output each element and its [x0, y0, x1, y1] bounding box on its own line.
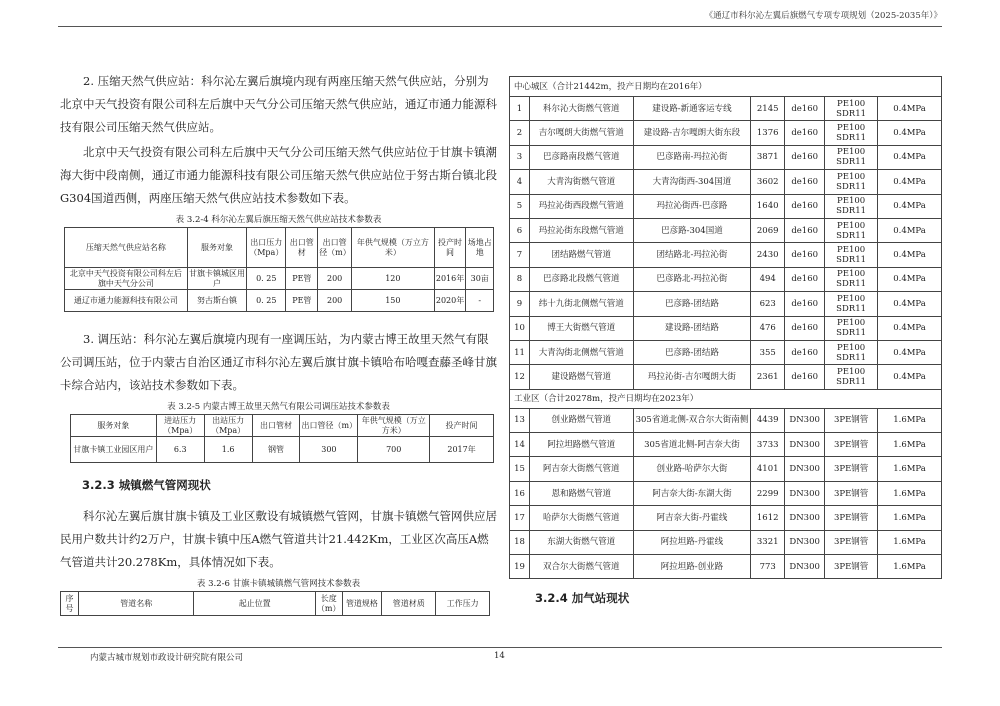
table-cell: 13: [510, 408, 530, 432]
table-cell: 巴彦路北-玛拉沁街: [633, 267, 751, 291]
table-cell: 2016年: [434, 268, 466, 290]
section-heading-3-2-3: 3.2.3 城镇燃气管网现状: [82, 478, 211, 492]
table-cell: 200: [318, 290, 352, 312]
table-cell: 1612: [751, 506, 785, 530]
table-cell: 2017年: [430, 437, 494, 463]
table-cell: DN300: [785, 530, 825, 554]
table-cell: 4439: [751, 408, 785, 432]
table-cell: 1.6: [204, 437, 252, 463]
table-cell: 0. 25: [247, 268, 286, 290]
table-cell: 1640: [751, 194, 785, 218]
table-cell: 1376: [751, 121, 785, 145]
table-cell: 0.4MPa: [878, 97, 942, 121]
table-row: [510, 457, 942, 481]
column-header: 出口管材: [286, 228, 318, 268]
table-cell: 阿拉坦路-创业路: [633, 555, 751, 579]
table-cell: 1.6MPa: [878, 530, 942, 554]
table-cell: 团结路燃气管道: [529, 243, 633, 267]
table-cell: PE100 SDR11: [825, 316, 878, 340]
table-cell: 努古斯台镇: [187, 290, 246, 312]
table-row: [510, 555, 942, 579]
table-cell: 773: [751, 555, 785, 579]
table-cell: 3PE钢管: [825, 506, 878, 530]
table-cell: PE100 SDR11: [825, 194, 878, 218]
table-cell: 1.6MPa: [878, 555, 942, 579]
table-cell: 3PE钢管: [825, 481, 878, 505]
table-cell: 1: [510, 97, 530, 121]
table-cell: DN300: [785, 433, 825, 457]
table-row: [510, 194, 942, 218]
table-cell: 2020年: [434, 290, 466, 312]
table-cell: 4: [510, 170, 530, 194]
table-cell: 0.4MPa: [878, 316, 942, 340]
table-cell: PE100 SDR11: [825, 145, 878, 169]
table-cell: 2361: [751, 365, 785, 389]
column-header: 出口管径（m）: [318, 228, 352, 268]
table-cell: 0.4MPa: [878, 145, 942, 169]
column-header: 序号: [61, 592, 79, 616]
table-caption-3-2-4: 表 3.2-4 科尔沁左翼后旗压缩天然气供应站技术参数表: [175, 215, 382, 225]
table-cell: DN300: [785, 457, 825, 481]
table-cell: 0.4MPa: [878, 218, 942, 242]
table-cell: 476: [751, 316, 785, 340]
column-header: 投产时间: [430, 415, 494, 437]
table-cell: 0.4MPa: [878, 194, 942, 218]
regulator-station-table: [70, 414, 494, 463]
table-cell: 3PE钢管: [825, 555, 878, 579]
table-cell: 3602: [751, 170, 785, 194]
table-cell: 0.4MPa: [878, 340, 942, 364]
footer-rule: [58, 647, 942, 648]
table-cell: 12: [510, 365, 530, 389]
table-cell: 0.4MPa: [878, 267, 942, 291]
left-column: [60, 70, 497, 616]
table-cell: 大青沟街北侧燃气管道: [529, 340, 633, 364]
table-cell: 团结路北-玛拉沁街: [633, 243, 751, 267]
table-cell: PE100 SDR11: [825, 170, 878, 194]
table-cell: 5: [510, 194, 530, 218]
table-cell: 巴彦路-304国道: [633, 218, 751, 242]
table-cell: PE100 SDR11: [825, 267, 878, 291]
table-cell: DN300: [785, 506, 825, 530]
table-cell: 创业路燃气管道: [529, 408, 633, 432]
column-header: 服务对象: [71, 415, 157, 437]
table-cell: 建设路-吉尔嘎朗大街东段: [633, 121, 751, 145]
table-cell: 创业路-哈萨尔大街: [633, 457, 751, 481]
table-cell: 18: [510, 530, 530, 554]
column-header: 场地占地: [466, 228, 494, 268]
table-cell: 钢管: [252, 437, 300, 463]
column-header: 起止位置: [194, 592, 315, 616]
table-cell: de160: [785, 121, 825, 145]
table-row: [510, 145, 942, 169]
table-row: [510, 97, 942, 121]
column-header: 出口管材: [252, 415, 300, 437]
table-cell: de160: [785, 170, 825, 194]
column-header: 长度（m）: [315, 592, 342, 616]
table-cell: 300: [300, 437, 358, 463]
table-cell: 东湖大街燃气管道: [529, 530, 633, 554]
table-cell: 15: [510, 457, 530, 481]
table-cell: 纬十九街北侧燃气管道: [529, 292, 633, 316]
table-row: [510, 170, 942, 194]
table-cell: 1.6MPa: [878, 506, 942, 530]
column-header: 年供气规模（万立方米）: [352, 228, 435, 268]
table-cell: PE100 SDR11: [825, 97, 878, 121]
table-cell: 建设路-团结路: [633, 316, 751, 340]
table-cell: 14: [510, 433, 530, 457]
table-cell: 8: [510, 267, 530, 291]
table-cell: 阿吉奈大街燃气管道: [529, 457, 633, 481]
table-cell: 恩和路燃气管道: [529, 481, 633, 505]
table-cell: 3733: [751, 433, 785, 457]
table-cell: 0.4MPa: [878, 121, 942, 145]
table-row: [510, 365, 942, 389]
table-cell: 120: [352, 268, 435, 290]
table-cell: 3PE钢管: [825, 457, 878, 481]
column-header: 年供气规模（万立方米）: [358, 415, 430, 437]
table-cell: 10: [510, 316, 530, 340]
gas-network-table-continued: [509, 76, 942, 579]
table-cell: 阿吉奈大街-丹霍线: [633, 506, 751, 530]
column-header: 出口压力（Mpa）: [247, 228, 286, 268]
footer-organization: 内蒙古城市规划市政设计研究院有限公司: [90, 653, 244, 663]
table-cell: de160: [785, 292, 825, 316]
table-cell: 1.6MPa: [878, 408, 942, 432]
table-cell: 通辽市通力能源科技有限公司: [65, 290, 188, 312]
table-cell: 玛拉沁街西段燃气管道: [529, 194, 633, 218]
section-row-central-urban: 中心城区（合计21442m，投产日期均在2016年）: [510, 77, 942, 97]
table-cell: DN300: [785, 408, 825, 432]
table-cell: 0.4MPa: [878, 170, 942, 194]
table-cell: 玛拉沁街-吉尔嘎朗大街: [633, 365, 751, 389]
table-cell: PE100 SDR11: [825, 292, 878, 316]
section-row-industrial: 工业区（合计20278m，投产日期均在2023年）: [510, 389, 942, 408]
table-row: [510, 316, 942, 340]
table-cell: 305省道北侧-阿吉奈大街: [633, 433, 751, 457]
table-cell: 623: [751, 292, 785, 316]
paragraph-cng-intro: 2. 压缩天然气供应站：科尔沁左翼后旗境内现有两座压缩天然气供应站，分别为北京中天气投资有限公司科左后旗中天气分公司压缩天然气供应站，通辽市通力能源科技有限公司压缩天然气供应站。: [60, 74, 497, 134]
page-header: 《通辽市科尔沁左翼后旗燃气专项专项规划（2025-2035年）》: [704, 11, 942, 21]
table-cell: 双合尔大街燃气管道: [529, 555, 633, 579]
table-cell: 2145: [751, 97, 785, 121]
table-cell: de160: [785, 145, 825, 169]
table-row: [510, 506, 942, 530]
paragraph-gas-network: 科尔沁左翼后旗甘旗卡镇及工业区敷设有城镇燃气管网，甘旗卡镇燃气管网供应居民用户数共计约2万户，甘旗卡镇中压A燃气管道共计21.442Km，工业区次高压A燃气管道共计20.278Km，具体情况如下表。: [60, 509, 497, 569]
table-row: [510, 481, 942, 505]
table-cell: PE100 SDR11: [825, 121, 878, 145]
table-cell: 甘旗卡镇工业园区用户: [71, 437, 157, 463]
table-cell: 建设路燃气管道: [529, 365, 633, 389]
table-cell: 19: [510, 555, 530, 579]
table-cell: PE100 SDR11: [825, 340, 878, 364]
right-column: [509, 76, 942, 606]
table-cell: de160: [785, 243, 825, 267]
table-row: [65, 268, 494, 290]
section-heading-3-2-4: 3.2.4 加气站现状: [535, 591, 630, 606]
table-cell: 305省道北侧-双合尔大街南侧: [633, 408, 751, 432]
table-cell: 6: [510, 218, 530, 242]
table-cell: PE管: [286, 268, 318, 290]
table-cell: 700: [358, 437, 430, 463]
table-row: [510, 121, 942, 145]
table-cell: 巴彦路北段燃气管道: [529, 267, 633, 291]
table-cell: 巴彦路南-玛拉沁街: [633, 145, 751, 169]
table-cell: 建设路-新通客运专线: [633, 97, 751, 121]
table-cell: 7: [510, 243, 530, 267]
table-cell: PE100 SDR11: [825, 243, 878, 267]
paragraph-cng-location: 北京中天气投资有限公司科左后旗中天气分公司压缩天然气供应站位于甘旗卡镇潮海大街中段南侧，通辽市通力能源科技有限公司压缩天然气供应站位于努古斯台镇北段G304国道西侧，两座压缩天然气供应站技术参数如下表。: [60, 145, 497, 205]
table-caption-3-2-5: 表 3.2-5 内蒙古博王故里天然气有限公司调压站技术参数表: [167, 402, 390, 412]
table-row: [510, 530, 942, 554]
table-cell: 大青沟街燃气管道: [529, 170, 633, 194]
table-cell: 吉尔嘎朗大街燃气管道: [529, 121, 633, 145]
table-cell: 3: [510, 145, 530, 169]
table-cell: de160: [785, 316, 825, 340]
table-row: [510, 218, 942, 242]
table-cell: 甘旗卡镇城区用户: [188, 268, 245, 288]
gas-network-table-header: [60, 591, 490, 616]
table-cell: 2: [510, 121, 530, 145]
table-cell: 11: [510, 340, 530, 364]
table-row: [510, 243, 942, 267]
page-number: 14: [494, 651, 505, 661]
table-cell: 玛拉沁街东段燃气管道: [529, 218, 633, 242]
table-cell: 大青沟街西-304国道: [633, 170, 751, 194]
table-cell: 30亩: [466, 268, 494, 290]
table-cell: 3321: [751, 530, 785, 554]
table-row: [71, 437, 494, 463]
table-cell: 阿吉奈大街-东湖大街: [633, 481, 751, 505]
table-cell: 巴彦路-团结路: [633, 340, 751, 364]
table-cell: 巴彦路-团结路: [633, 292, 751, 316]
column-header: 压缩天然气供应站名称: [65, 228, 188, 268]
table-cell: 3PE钢管: [825, 408, 878, 432]
table-cell: 150: [352, 290, 435, 312]
column-header: 服务对象: [187, 228, 246, 268]
table-cell: PE100 SDR11: [825, 365, 878, 389]
column-header: 出口管径（m）: [300, 415, 358, 437]
table-cell: de160: [785, 97, 825, 121]
table-cell: 0.4MPa: [878, 243, 942, 267]
table-cell: PE100 SDR11: [825, 218, 878, 242]
table-cell: 0.4MPa: [878, 365, 942, 389]
table-cell: 3871: [751, 145, 785, 169]
table-cell: 哈萨尔大街燃气管道: [529, 506, 633, 530]
table-cell: 2430: [751, 243, 785, 267]
table-row: [510, 433, 942, 457]
table-cell: PE管: [286, 290, 318, 312]
table-cell: DN300: [785, 481, 825, 505]
table-cell: de160: [785, 194, 825, 218]
table-row: [510, 408, 942, 432]
table-row: [65, 290, 494, 312]
column-header: 管道材质: [382, 592, 436, 616]
table-cell: 17: [510, 506, 530, 530]
column-header: 管道名称: [78, 592, 194, 616]
table-cell: 6.3: [156, 437, 204, 463]
table-cell: 1.6MPa: [878, 433, 942, 457]
table-cell: 3PE钢管: [825, 433, 878, 457]
table-cell: 1.6MPa: [878, 457, 942, 481]
table-cell: -: [466, 290, 494, 312]
table-cell: 494: [751, 267, 785, 291]
table-cell: de160: [785, 267, 825, 291]
table-cell: 2299: [751, 481, 785, 505]
table-cell: 阿拉坦路-丹霍线: [633, 530, 751, 554]
table-cell: 科尔沁大街燃气管道: [529, 97, 633, 121]
table-cell: 北京中天气投资有限公司科左后旗中天气分公司: [65, 268, 188, 290]
table-cell: 博王大街燃气管道: [529, 316, 633, 340]
table-cell: 16: [510, 481, 530, 505]
column-header: 出站压力（Mpa）: [204, 415, 252, 437]
table-cell: DN300: [785, 555, 825, 579]
table-cell: 4101: [751, 457, 785, 481]
table-caption-3-2-6: 表 3.2-6 甘旗卡镇城镇燃气管网技术参数表: [196, 579, 361, 589]
table-cell: 1.6MPa: [878, 481, 942, 505]
table-cell: de160: [785, 340, 825, 364]
cng-station-table: [64, 227, 494, 312]
table-cell: 9: [510, 292, 530, 316]
column-header: 工作压力: [436, 592, 490, 616]
table-cell: 200: [318, 268, 352, 290]
table-cell: 阿拉坦路燃气管道: [529, 433, 633, 457]
column-header: 进站压力（Mpa）: [156, 415, 204, 437]
table-cell: 巴彦路南段燃气管道: [529, 145, 633, 169]
table-cell: 玛拉沁街西-巴彦路: [633, 194, 751, 218]
table-cell: 0.4MPa: [878, 292, 942, 316]
table-row: [510, 340, 942, 364]
table-cell: 0. 25: [247, 290, 286, 312]
paragraph-regulator-station: 3. 调压站：科尔沁左翼后旗境内现有一座调压站，为内蒙古博王故里天然气有限公司调压站，位于内蒙古自治区通辽市科尔沁左翼后旗甘旗卡镇哈布哈嘎查藤圣峰甘旗卡综合站内，该站技术参数如下表。: [60, 332, 497, 392]
table-cell: 3PE钢管: [825, 530, 878, 554]
table-row: [510, 267, 942, 291]
table-cell: de160: [785, 365, 825, 389]
table-row: [510, 292, 942, 316]
header-rule: [58, 26, 942, 27]
table-cell: 2069: [751, 218, 785, 242]
table-cell: de160: [785, 218, 825, 242]
column-header: 管道规格: [342, 592, 382, 616]
table-cell: 355: [751, 340, 785, 364]
column-header: 投产时间: [434, 228, 466, 268]
